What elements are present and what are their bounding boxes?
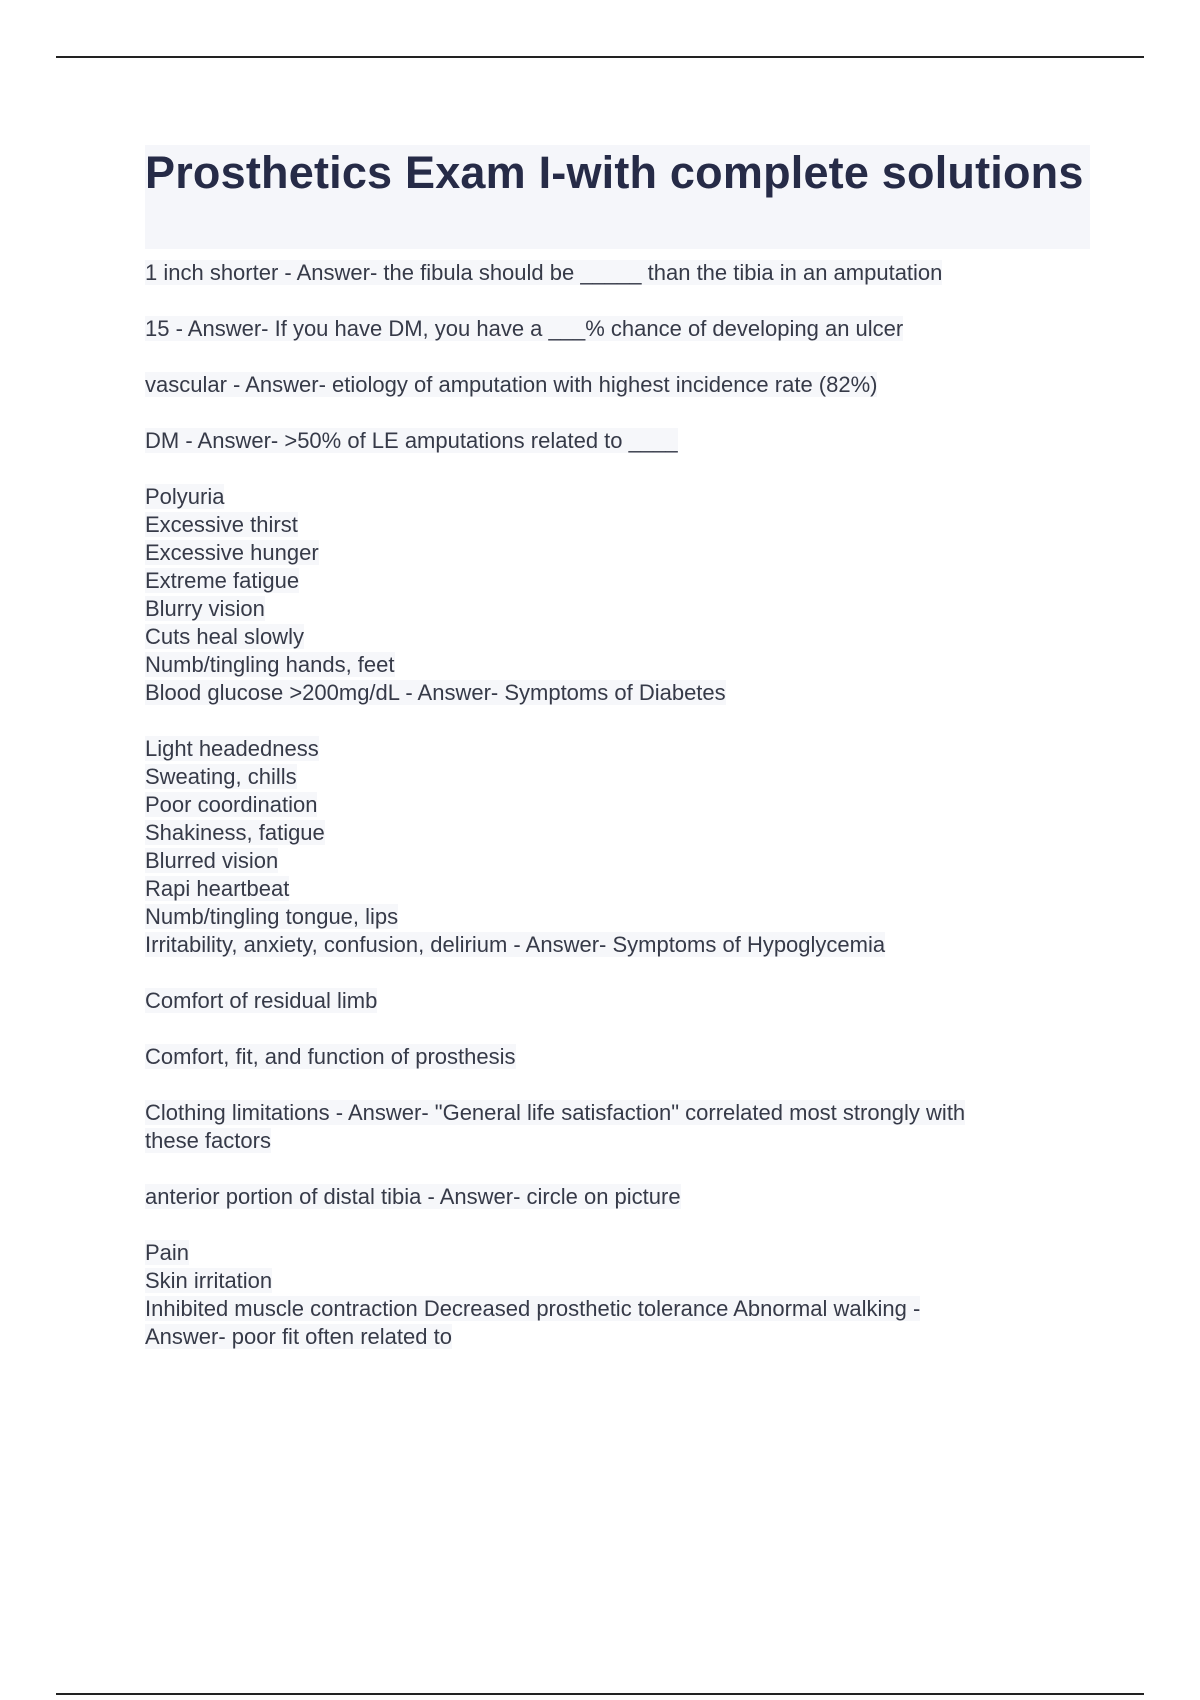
qa-line-text: Poor coordination (145, 792, 318, 817)
qa-line (145, 511, 1090, 539)
qa-line (145, 567, 1090, 595)
qa-line-text: Inhibited muscle contraction Decreased prosthetic tolerance Abnormal walking - (145, 1296, 921, 1321)
qa-line (145, 1127, 1090, 1155)
qa-line (145, 1183, 1090, 1211)
qa-entry (145, 735, 1090, 959)
qa-line-text: Blurred vision (145, 848, 279, 873)
qa-line-text: Polyuria (145, 484, 225, 509)
qa-line-text: Pain (145, 1240, 190, 1265)
qa-line-text: these factors (145, 1128, 271, 1153)
qa-line-text: Blurry vision (145, 596, 265, 621)
qa-line-text: Blood glucose >200mg/dL - Answer- Symptoms of Diabetes (145, 680, 726, 705)
qa-line (145, 259, 1090, 287)
qa-line (145, 819, 1090, 847)
qa-line (145, 483, 1090, 511)
qa-line (145, 903, 1090, 931)
qa-line (145, 1043, 1090, 1071)
qa-entry (145, 427, 1090, 455)
qa-line (145, 931, 1090, 959)
qa-entry (145, 315, 1090, 343)
qa-line-text: Clothing limitations - Answer- "General life satisfaction" correlated most strongly with (145, 1100, 966, 1125)
qa-line (145, 735, 1090, 763)
qa-line (145, 1099, 1090, 1127)
qa-line-text: Excessive hunger (145, 540, 319, 565)
qa-entry (145, 371, 1090, 399)
qa-line-text: Skin irritation (145, 1268, 273, 1293)
qa-line-text: vascular - Answer- etiology of amputation with highest incidence rate (82%) (145, 372, 878, 397)
qa-line (145, 1295, 1090, 1323)
qa-line-text: DM - Answer- >50% of LE amputations related to ____ (145, 428, 678, 453)
qa-line (145, 987, 1090, 1015)
qa-line-text: Numb/tingling tongue, lips (145, 904, 399, 929)
title-block (145, 145, 1090, 249)
document-title: Prosthetics Exam I-with complete solutions (145, 147, 1084, 198)
qa-line-text: 15 - Answer- If you have DM, you have a ___% chance of developing an ulcer (145, 316, 904, 341)
qa-line-text: Answer- poor fit often related to (145, 1324, 452, 1349)
qa-line-text: Shakiness, fatigue (145, 820, 325, 845)
qa-entry (145, 1099, 1090, 1155)
qa-line-text: 1 inch shorter - Answer- the fibula should be _____ than the tibia in an amputation (145, 260, 943, 285)
header-rule (56, 56, 1144, 58)
qa-line (145, 791, 1090, 819)
qa-line (145, 875, 1090, 903)
qa-line-text: Comfort of residual limb (145, 988, 378, 1013)
qa-line (145, 539, 1090, 567)
qa-line-text: anterior portion of distal tibia - Answer- circle on picture (145, 1184, 681, 1209)
qa-line-text: Comfort, fit, and function of prosthesis (145, 1044, 516, 1069)
qa-line (145, 371, 1090, 399)
qa-entry (145, 1043, 1090, 1071)
qa-line (145, 679, 1090, 707)
qa-line-text: Sweating, chills (145, 764, 297, 789)
qa-line-text: Cuts heal slowly (145, 624, 304, 649)
qa-line (145, 1239, 1090, 1267)
qa-line (145, 595, 1090, 623)
qa-line (145, 623, 1090, 651)
qa-line (145, 315, 1090, 343)
qa-line-text: Excessive thirst (145, 512, 298, 537)
qa-entry (145, 259, 1090, 287)
qa-entry (145, 987, 1090, 1015)
qa-line-text: Rapi heartbeat (145, 876, 290, 901)
qa-line-text: Irritability, anxiety, confusion, delirium - Answer- Symptoms of Hypoglycemia (145, 932, 886, 957)
qa-line (145, 1323, 1090, 1351)
qa-line-text: Light headedness (145, 736, 319, 761)
qa-line-text: Numb/tingling hands, feet (145, 652, 395, 677)
qa-line (145, 1267, 1090, 1295)
qa-entry (145, 1239, 1090, 1351)
qa-line (145, 651, 1090, 679)
qa-entry (145, 1183, 1090, 1211)
qa-entry (145, 483, 1090, 707)
qa-list (145, 259, 1090, 1351)
qa-line (145, 427, 1090, 455)
document-body (145, 145, 1090, 1379)
qa-line (145, 763, 1090, 791)
qa-line-text: Extreme fatigue (145, 568, 300, 593)
footer-rule (56, 1693, 1144, 1695)
qa-line (145, 847, 1090, 875)
